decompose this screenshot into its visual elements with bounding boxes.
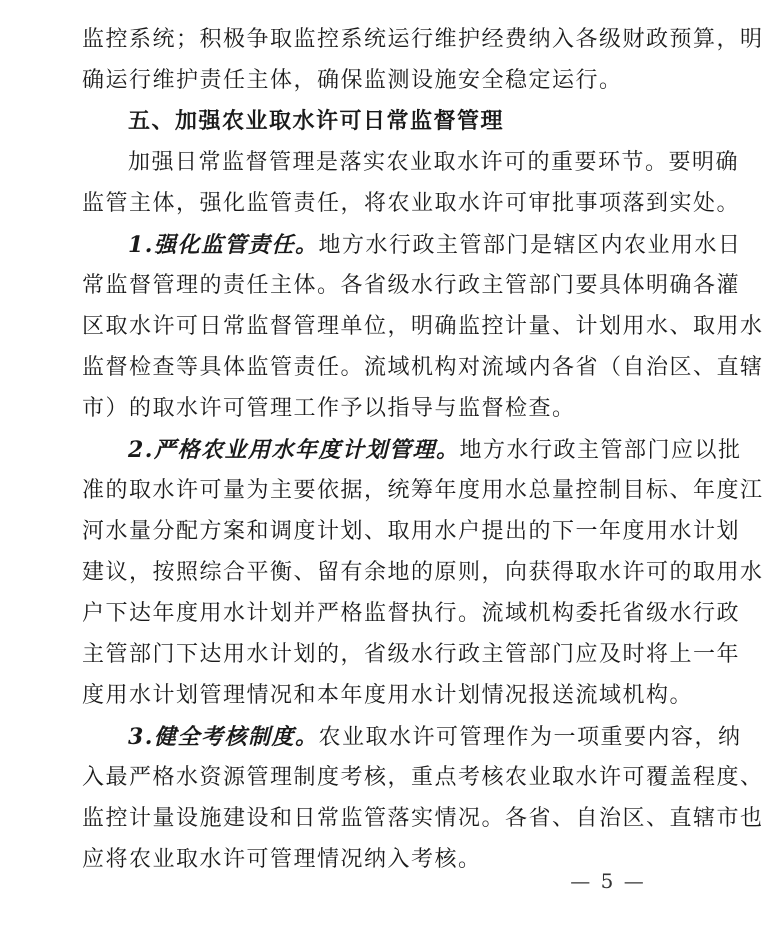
page-number: — 5 —: [570, 869, 646, 893]
body-text-line: 主管部门下达用水计划的，省级水行政主管部门应及时将上一年: [82, 642, 741, 667]
body-text-line: 入最严格水资源管理制度考核，重点考核农业取水许可覆盖程度、: [82, 765, 764, 790]
body-text-line: 监控系统；积极争取监控系统运行维护经费纳入各级财政预算，明: [82, 27, 764, 52]
body-text-line: 监控计量设施建设和日常监管落实情况。各省、自治区、直辖市也: [82, 806, 764, 831]
section-heading: 五、加强农业取水许可日常监督管理: [128, 109, 505, 134]
body-text-line: 监管主体，强化监管责任，将农业取水许可审批事项落到实处。: [82, 191, 741, 216]
body-text-line: [128, 225, 742, 265]
body-text-line: 区取水许可日常监督管理单位，明确监控计量、计划用水、取用水: [82, 314, 764, 339]
body-text-line: [128, 430, 742, 470]
body-text-line: 河水量分配方案和调度计划、取用水户提出的下一年度用水计划: [82, 519, 741, 544]
body-text-line: [128, 717, 742, 757]
body-text-line: 度用水计划管理情况和本年度用水计划情况报送流域机构。: [82, 683, 694, 708]
body-text-line: 准的取水许可量为主要依据，统筹年度用水总量控制目标、年度江: [82, 478, 764, 503]
body-text-line: 应将农业取水许可管理情况纳入考核。: [82, 847, 482, 872]
body-text-line: 户下达年度用水计划并严格监督执行。流域机构委托省级水行政: [82, 601, 741, 626]
item-text: 地方水行政主管部门应以批: [459, 438, 742, 463]
item-title: 2.严格农业用水年度计划管理。: [128, 437, 460, 463]
item-title: 3.健全考核制度。: [128, 724, 319, 750]
body-text-line: 市）的取水许可管理工作予以指导与监督检查。: [82, 396, 576, 421]
item-title: 1.强化监管责任。: [128, 232, 319, 258]
body-text-line: 建议，按照综合平衡、留有余地的原则，向获得取水许可的取用水: [82, 560, 764, 585]
body-text-line: 常监督管理的责任主体。各省级水行政主管部门要具体明确各灌: [82, 273, 741, 298]
body-text-line: 确运行维护责任主体，确保监测设施安全稳定运行。: [82, 68, 623, 93]
item-text: 农业取水许可管理作为一项重要内容，纳: [318, 725, 742, 750]
body-text-line: 监督检查等具体监管责任。流域机构对流域内各省（自治区、直辖: [82, 355, 764, 380]
body-text-line: 加强日常监督管理是落实农业取水许可的重要环节。要明确: [128, 150, 740, 175]
item-text: 地方水行政主管部门是辖区内农业用水日: [318, 233, 742, 258]
